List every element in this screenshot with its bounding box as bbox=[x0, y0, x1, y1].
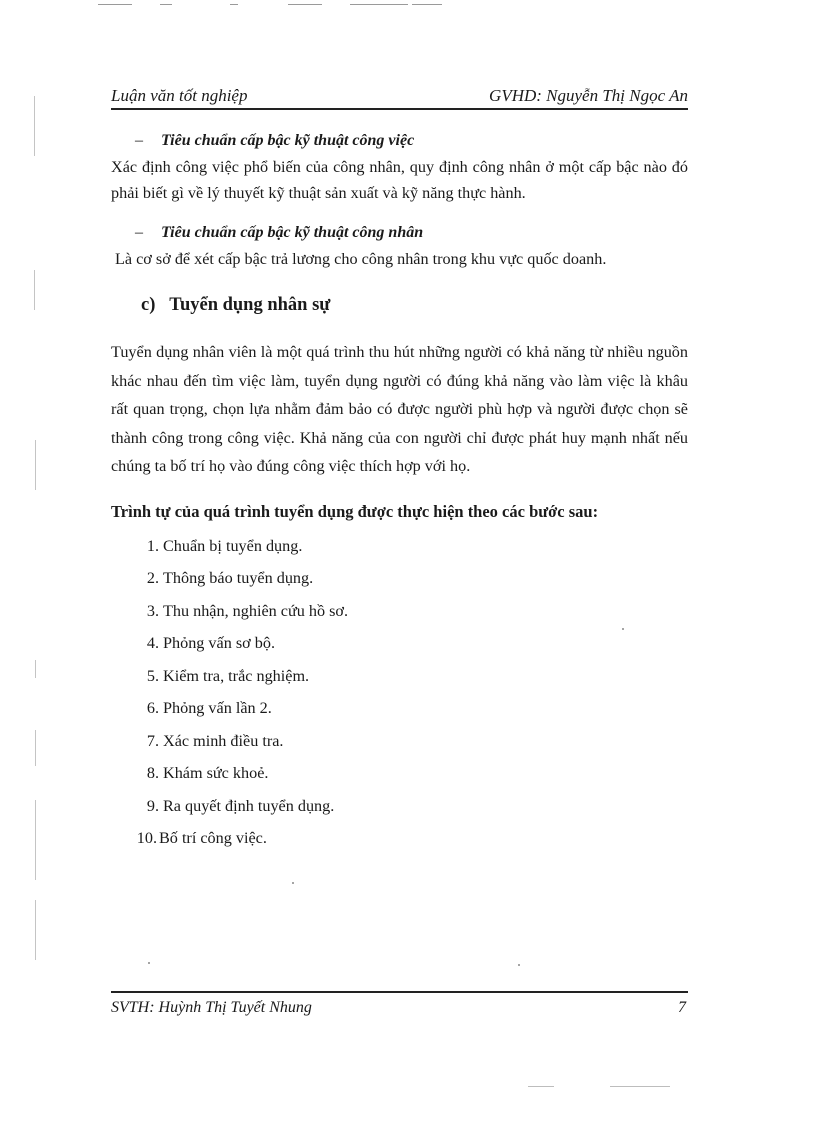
scan-mark bbox=[412, 4, 442, 5]
list-item bbox=[111, 695, 688, 728]
step-text: Thu nhận, nghiên cứu hồ sơ. bbox=[163, 601, 349, 620]
scan-speck bbox=[148, 962, 150, 964]
list-item bbox=[111, 565, 688, 598]
page-content bbox=[111, 128, 688, 858]
intro-paragraph: Tuyển dụng nhân viên là một quá trình thu hút những người có khả năng từ nhiều nguồn khác nhau đến tìm việc làm, tuyển dụng người có đúng khả năng vào làm việc là khâu rất quan trọng, chọn lựa nhằm đảm bảo có được người phù hợp và người được chọn sẽ thành công trong công việc. Khả năng của con người chỉ được phát huy mạnh nhất nếu chúng ta bố trí họ vào đúng công việc thích hợp với họ. bbox=[111, 343, 688, 476]
step-number: 4. bbox=[146, 634, 159, 653]
list-item bbox=[111, 793, 688, 826]
section-heading bbox=[141, 292, 688, 318]
header-thesis-title: Luận văn tốt nghiệp bbox=[111, 86, 248, 105]
page-footer bbox=[111, 991, 688, 1016]
step-text: Khám sức khoẻ. bbox=[163, 764, 269, 783]
list-item bbox=[111, 663, 688, 696]
list-item bbox=[111, 598, 688, 631]
scan-edge-line bbox=[35, 900, 36, 960]
step-text: Thông báo tuyển dụng. bbox=[163, 569, 314, 588]
standard-1-dash: – bbox=[135, 132, 143, 149]
page-header bbox=[111, 84, 688, 110]
list-item bbox=[111, 533, 688, 566]
section-label: c) bbox=[141, 295, 156, 315]
sequence-heading: Trình tự của quá trình tuyển dụng được thực hiện theo các bước sau: bbox=[111, 501, 599, 521]
scan-mark bbox=[98, 4, 132, 5]
step-number: 2. bbox=[146, 569, 159, 588]
step-text: Ra quyết định tuyển dụng. bbox=[163, 796, 335, 815]
standard-2-text: Là cơ sở để xét cấp bậc trả lương cho công nhân trong khu vực quốc doanh. bbox=[115, 250, 607, 268]
list-item bbox=[111, 728, 688, 761]
scan-mark bbox=[160, 4, 172, 5]
scan-edge-line bbox=[34, 270, 35, 310]
step-text: Chuẩn bị tuyển dụng. bbox=[163, 536, 303, 555]
scan-edge-line bbox=[35, 730, 36, 766]
scan-speck bbox=[518, 964, 520, 966]
scan-edge-line bbox=[35, 660, 36, 678]
scan-mark bbox=[230, 4, 238, 5]
standard-1-text: Xác định công việc phổ biến của công nhân, quy định công nhân ở một cấp bậc nào đó phải biết gì về lý thuyết kỹ thuật sản xuất và kỹ năng thực hành. bbox=[111, 158, 688, 202]
step-number: 6. bbox=[146, 699, 159, 718]
page-number: 7 bbox=[678, 999, 686, 1016]
step-number: 8. bbox=[146, 764, 159, 783]
standard-1-title bbox=[135, 128, 688, 154]
section-title: Tuyển dụng nhân sự bbox=[169, 295, 331, 315]
scan-mark bbox=[350, 4, 408, 5]
scan-mark bbox=[528, 1086, 554, 1087]
step-text: Kiểm tra, trắc nghiệm. bbox=[163, 666, 310, 685]
scan-mark bbox=[288, 4, 322, 5]
scan-speck bbox=[292, 882, 294, 884]
step-number: 3. bbox=[146, 601, 159, 620]
step-number: 1. bbox=[146, 536, 159, 555]
steps-list bbox=[111, 533, 688, 858]
footer-student: SVTH: Huỳnh Thị Tuyết Nhung bbox=[111, 999, 312, 1016]
step-number: 5. bbox=[146, 666, 159, 685]
list-item bbox=[111, 630, 688, 663]
step-text: Bố trí công việc. bbox=[159, 829, 267, 848]
scan-mark bbox=[610, 1086, 670, 1087]
step-text: Xác minh điều tra. bbox=[163, 731, 284, 750]
standard-1-title-text: Tiêu chuẩn cấp bậc kỹ thuật công việc bbox=[161, 132, 415, 149]
header-supervisor: GVHD: Nguyễn Thị Ngọc An bbox=[489, 86, 688, 105]
standard-2-dash: – bbox=[135, 224, 143, 241]
step-number: 10. bbox=[136, 829, 157, 848]
scan-edge-line bbox=[34, 96, 35, 156]
step-number: 7. bbox=[146, 731, 159, 750]
step-number: 9. bbox=[146, 796, 159, 815]
scan-edge-line bbox=[35, 800, 36, 880]
list-item bbox=[111, 760, 688, 793]
list-item bbox=[111, 825, 688, 858]
step-text: Phỏng vấn lần 2. bbox=[163, 699, 272, 718]
standard-2-title-text: Tiêu chuẩn cấp bậc kỹ thuật công nhân bbox=[161, 224, 424, 241]
scan-edge-line bbox=[35, 440, 36, 490]
step-text: Phỏng vấn sơ bộ. bbox=[163, 634, 275, 653]
standard-2-title bbox=[135, 220, 688, 246]
